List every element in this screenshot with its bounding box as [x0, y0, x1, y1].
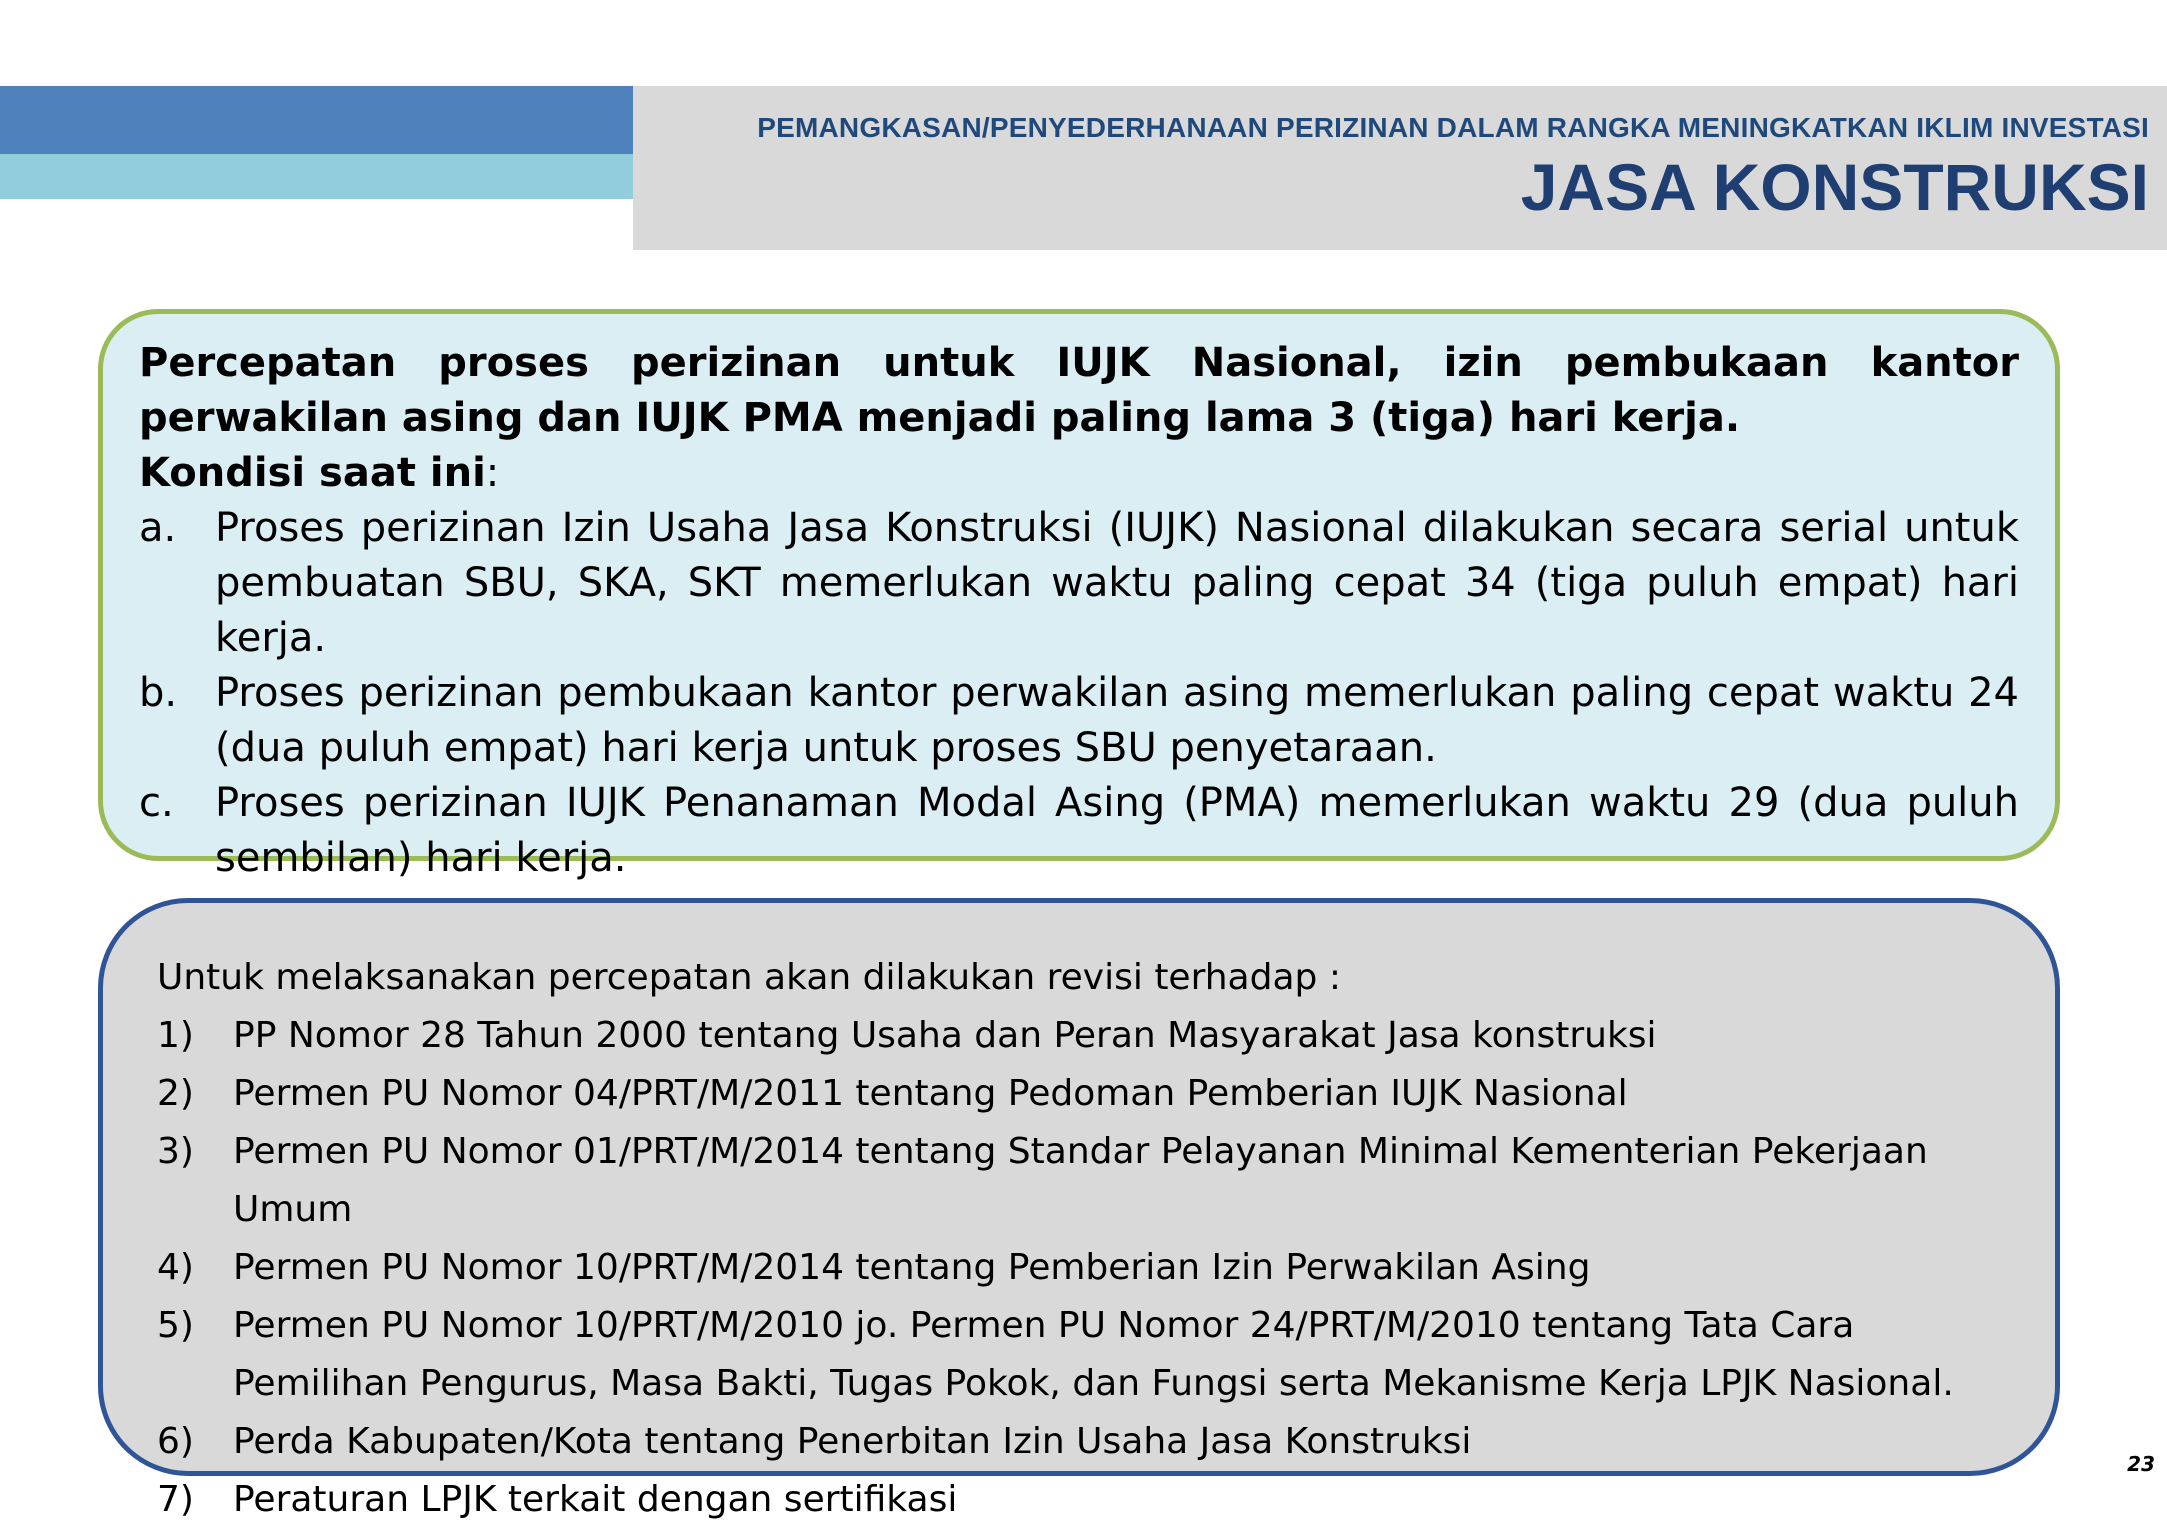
list-item-text: Permen PU Nomor 01/PRT/M/2014 tentang Standar Pelayanan Minimal Kementerian Pekerjaan Umum — [233, 1131, 1928, 1230]
revision-box — [98, 898, 2060, 1520]
list-marker: 4) — [157, 1247, 194, 1288]
list-marker: 1) — [157, 1015, 194, 1056]
list-marker: b. — [139, 670, 178, 716]
kondisi-heading — [139, 446, 2019, 501]
list-item-text: Permen PU Nomor 10/PRT/M/2010 jo. Permen PU Nomor 24/PRT/M/2010 tentang Tata Cara Pemilihan Pengurus, Masa Bakti, Tugas Pokok, dan Fungsi serta Mekanisme Kerja LPJK Nasional. — [233, 1305, 1954, 1404]
page-number: 23 — [2127, 1452, 2155, 1476]
list-marker: 6) — [157, 1421, 194, 1462]
revision-intro: Untuk melaksanakan percepatan akan dilakukan revisi terhadap : — [157, 957, 1341, 998]
current-condition-box — [98, 309, 2060, 881]
list-item — [139, 501, 2019, 666]
list-item — [157, 1065, 2025, 1123]
list-marker: a. — [139, 505, 177, 551]
list-item — [157, 1471, 2025, 1529]
list-marker: 5) — [157, 1305, 194, 1346]
header — [633, 86, 2167, 250]
list-marker: 2) — [157, 1073, 194, 1114]
list-marker: c. — [139, 780, 174, 826]
list-item-text: Peraturan LPJK terkait dengan sertifikasi — [233, 1479, 958, 1520]
kondisi-label: Kondisi saat ini — [139, 450, 486, 496]
header-accent-bar-lightblue — [0, 154, 633, 199]
list-item-text: Proses perizinan IUJK Penanaman Modal Asing (PMA) memerlukan waktu 29 (dua puluh sembilan) hari kerja. — [215, 780, 2019, 881]
revision-list — [157, 1007, 2025, 1529]
list-item — [139, 666, 2019, 776]
header-subtitle: PEMANGKASAN/PENYEDERHANAAN PERIZINAN DALAM RANGKA MENINGKATKAN IKLIM INVESTASI — [757, 112, 2149, 143]
page-title: JASA KONSTRUKSI — [1520, 150, 2149, 224]
header-accent-bar-blue — [0, 86, 633, 154]
list-item-text: Permen PU Nomor 10/PRT/M/2014 tentang Pemberian Izin Perwakilan Asing — [233, 1247, 1591, 1288]
kondisi-list — [139, 501, 2019, 886]
list-item-text: PP Nomor 28 Tahun 2000 tentang Usaha dan Peran Masyarakat Jasa konstruksi — [233, 1015, 1657, 1056]
list-item — [157, 1239, 2025, 1297]
list-item-text: Proses perizinan pembukaan kantor perwakilan asing memerlukan paling cepat waktu 24 (dua puluh empat) hari kerja untuk proses SBU penyetaraan. — [215, 670, 2019, 771]
list-item — [139, 776, 2019, 886]
list-item-text: Proses perizinan Izin Usaha Jasa Konstruksi (IUJK) Nasional dilakukan secara serial untuk pembuatan SBU, SKA, SKT memerlukan waktu paling cepat 34 (tiga puluh empat) hari kerja. — [215, 505, 2019, 661]
list-marker: 3) — [157, 1131, 194, 1172]
list-item-text: Permen PU Nomor 04/PRT/M/2011 tentang Pedoman Pemberian IUJK Nasional — [233, 1073, 1628, 1114]
list-item — [157, 1123, 2025, 1239]
list-item — [157, 1007, 2025, 1065]
kondisi-colon: : — [485, 450, 500, 496]
list-item-text: Perda Kabupaten/Kota tentang Penerbitan Izin Usaha Jasa Konstruksi — [233, 1421, 1472, 1462]
list-marker: 7) — [157, 1479, 194, 1520]
lead-statement: Percepatan proses perizinan untuk IUJK Nasional, izin pembukaan kantor perwakilan asing dan IUJK PMA menjadi paling lama 3 (tiga) hari kerja. — [139, 340, 2019, 441]
list-item — [157, 1297, 2025, 1413]
list-item — [157, 1413, 2025, 1471]
